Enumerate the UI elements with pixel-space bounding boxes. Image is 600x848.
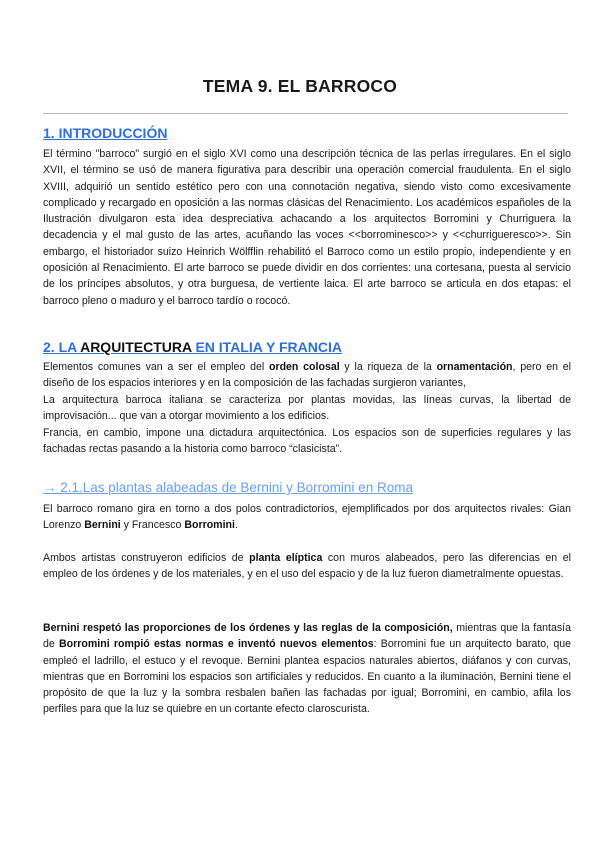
section-2-paragraph-3: Francia, en cambio, impone una dictadura arquitectónica. Los espacios son de superficies regulares y las fachadas rectas pasando a la historia como barroco “clasicista”. [43, 427, 571, 456]
section-2-paragraph-1: Elementos comunes van a ser el empleo del orden colosal y la riqueza de la ornamentación, pero en el diseño de los espacios interiores y en la composición de las fachadas surgieron variantes, [43, 361, 571, 390]
section-2-heading-suffix: EN ITALIA Y FRANCIA [191, 339, 342, 355]
title-divider [43, 113, 568, 114]
borromini-statement: Borromini rompió estas normas e inventó nuevos elementos [59, 638, 374, 651]
subsection-2-1-paragraph-2: Ambos artistas construyeron edificios de planta elíptica con muros alabeados, pero las diferencias en el empleo de los órdenes y de los materiales, y en el uso del espacio y de la luz fueron diametralmente opuestas. [43, 552, 571, 581]
section-2-heading-keyword: ARQUITECTURA [80, 339, 192, 355]
subsection-2-1-paragraph-3: Bernini respetó las proporciones de los órdenes y las reglas de la composición, mientras que la fantasía de Borromini rompió estas normas e inventó nuevos elementos: Borromini fue un arquitecto barato, que empleó el ladrillo, el estuco y el revoque. Bernini plantea espacios naturales abiertos, diáfanos y con curvas, mientras que en Borromini los espacios son artificiales y reducidos. En cuanto a la iluminación, Bernini tiene el propósito de que la luz y la sombra resbalen bañen las fachadas por igual; Borromini, en cambio, afila los perfiles para que la luz se quiebre en un cortante efecto claroscurista. [43, 622, 572, 716]
subsection-2-1-heading: → 2.1.Las plantas alabeadas de Bernini y Borromini en Roma [43, 480, 413, 495]
bernini-statement: Bernini respetó las proporciones de los órdenes y las reglas de la composición, [43, 622, 453, 634]
keyword-orden-colosal: orden colosal [268, 361, 340, 373]
keyword-ornamentacion: ornamentación [436, 361, 513, 373]
section-1-heading: 1. INTRODUCCIÓN [43, 125, 168, 141]
subsection-2-1-paragraph-1: El barroco romano gira en torno a dos polos contradictorios, ejemplificados por dos arquitectos rivales: Gian Lorenzo Bernini y Francesco Borromini. [43, 503, 571, 532]
section-1-paragraph: El término "barroco" surgió en el siglo XVI como una descripción técnica de las perlas irregulares. En el siglo XVII, el término se usó de manera figurativa para describir una operación comercial fraudulenta. En el siglo XVIII, adquirió un sentido estético pero con una connotación negativa, siendo visto como excesivamente complicado y recargado en oposición a las normas clásicas del Renacimiento. Los académicos españoles de la Ilustración divulgaron esta idea despreciativa achacando a los arquitectos Borromini y Churriguera la decadencia y el mal gusto de las artes, acuñando las voces <<borrominesco>> y <<churrigueresco>>. Sin embargo, el historiador suizo Heinrich Wölfflin rehabilitó el Barroco como un estilo propio, independiente y en oposición al Renacimiento. El arte barroco se puede dividir en dos corrientes: una cortesana, puesta al servicio de los príncipes absolutos, y otra burguesa, de vertiente laica. El arte barroco se articula en dos etapas: el barroco pleno o maduro y el barroco tardío o rococó. [43, 148, 571, 307]
keyword-planta-eliptica: planta elíptica [249, 552, 323, 564]
section-2-heading-prefix: 2. LA [43, 339, 81, 355]
name-bernini: Bernini [84, 519, 121, 532]
page-title: TEMA 9. EL BARROCO [202, 76, 398, 96]
name-borromini: Borromini [184, 519, 235, 532]
section-2-paragraph-2: La arquitectura barroca italiana se caracteriza por plantas movidas, las líneas curvas, la libertad de improvisación... que van a otorgar movimiento a los edificios. [43, 394, 571, 423]
section-2-heading [43, 339, 342, 355]
